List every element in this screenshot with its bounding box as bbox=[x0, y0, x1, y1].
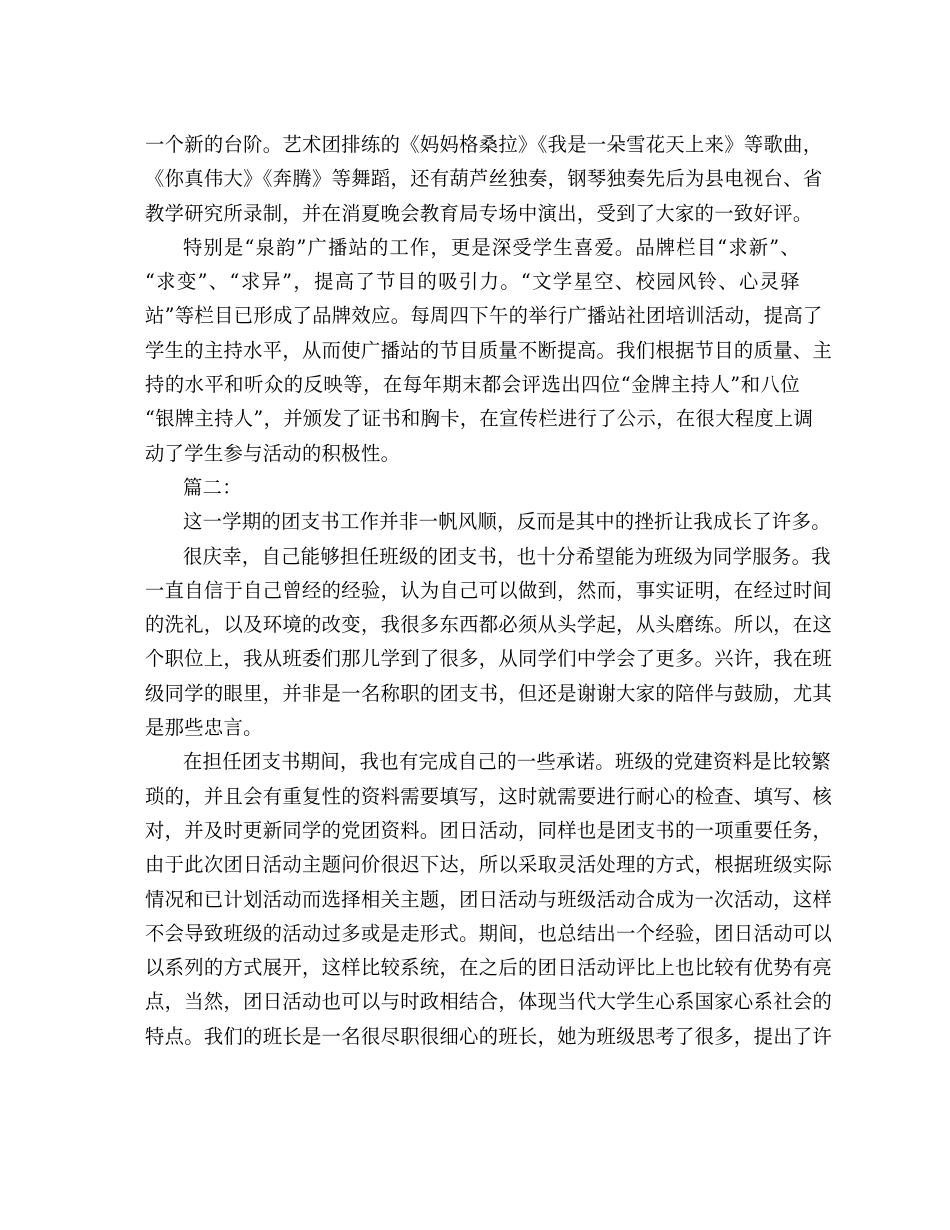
text-line: “银牌主持人”，并颁发了证书和胸卡，在宣传栏进行了公示，在很大程度上调 bbox=[145, 407, 814, 431]
text-line: 教学研究所录制，并在消夏晚会教育局专场中演出，受到了大家的一致好评。 bbox=[145, 201, 813, 225]
text-line: 一直自信于自己曾经的经验，认为自己可以做到，然而，事实证明，在经过时间 bbox=[145, 578, 833, 602]
paragraph-intro bbox=[145, 505, 831, 539]
text-line: 持的水平和听众的反映等，在每年期末都会评选出四位“金牌主持人”和八位 bbox=[145, 373, 800, 397]
text-line: 在担任团支书期间，我也有完成自己的一些承诺。班级的党建资料是比较繁 bbox=[183, 750, 831, 774]
text-line: 不会导致班级的活动过多或是走形式。期间，也总结出一个经验，团日活动可以 bbox=[145, 921, 833, 945]
text-line: 特点。我们的班长是一名很尽职很细心的班长，她为班级思考了很多，提出了许 bbox=[145, 1024, 833, 1048]
paragraph-fortunate bbox=[145, 540, 833, 746]
text-line: 情况和已计划活动而选择相关主题，团日活动与班级活动合成为一次活动，这样 bbox=[145, 887, 833, 911]
text-line: 特别是“泉韵”广播站的工作，更是深受学生喜爱。品牌栏目“求新”、 bbox=[183, 235, 800, 259]
paragraph-duties bbox=[145, 745, 833, 1054]
text-line: 对，并及时更新同学的党团资料。团日活动，同样也是团支书的一项重要任务， bbox=[145, 818, 833, 842]
text-line: 由于此次团日活动主题问价很迟下达，所以采取灵活处理的方式，根据班级实际 bbox=[145, 853, 833, 877]
text-line: 站”等栏目已形成了品牌效应。每周四下午的举行广播站社团培训活动，提高了 bbox=[145, 304, 823, 328]
text-line: 这一学期的团支书工作并非一帆风顺，反而是其中的挫折让我成长了许多。 bbox=[183, 510, 831, 534]
text-line: 动了学生参与活动的积极性。 bbox=[145, 441, 401, 465]
text-line: 的洗礼，以及环境的改变，我很多东西都必须从头学起，从头磨练。所以，在这 bbox=[145, 613, 833, 637]
section-title: 篇二： bbox=[183, 475, 242, 499]
text-line: 一个新的台阶。艺术团排练的《妈妈格桑拉》《我是一朵雪花天上来》等歌曲， bbox=[145, 133, 823, 156]
text-line: 很庆幸，自己能够担任班级的团支书，也十分希望能为班级为同学服务。我 bbox=[183, 544, 831, 568]
text-line: 个职位上，我从班委们那儿学到了很多，从同学们中学会了更多。兴许，我在班 bbox=[145, 647, 833, 671]
text-line: 以系列的方式展开，这样比较系统，在之后的团日活动评比上也比较有优势有亮 bbox=[145, 956, 833, 980]
text-line: 级同学的眼里，并非是一名称职的团支书，但还是谢谢大家的陪伴与鼓励，尤其 bbox=[145, 681, 833, 705]
text-line: “求变”、“求异”，提高了节目的吸引力。“文学星空、校园风铃、心灵驿 bbox=[145, 270, 800, 294]
text-line: 《你真伟大》《奔腾》等舞蹈，还有葫芦丝独奏，钢琴独奏先后为县电视台、省 bbox=[145, 167, 823, 191]
text-line: 是那些忠言。 bbox=[145, 716, 263, 740]
text-line: 学生的主持水平，从而使广播站的节目质量不断提高。我们根据节目的质量、主 bbox=[145, 338, 833, 362]
text-line: 琐的，并且会有重复性的资料需要填写，这时就需要进行耐心的检查、填写、核 bbox=[145, 784, 833, 808]
text-line: 点，当然，团日活动也可以与时政相结合，体现当代大学生心系国家心系社会的 bbox=[145, 990, 833, 1014]
paragraph-broadcast-station bbox=[145, 231, 833, 471]
paragraph-continuation bbox=[145, 128, 823, 231]
section-heading bbox=[145, 471, 800, 505]
document-page bbox=[145, 128, 833, 1054]
